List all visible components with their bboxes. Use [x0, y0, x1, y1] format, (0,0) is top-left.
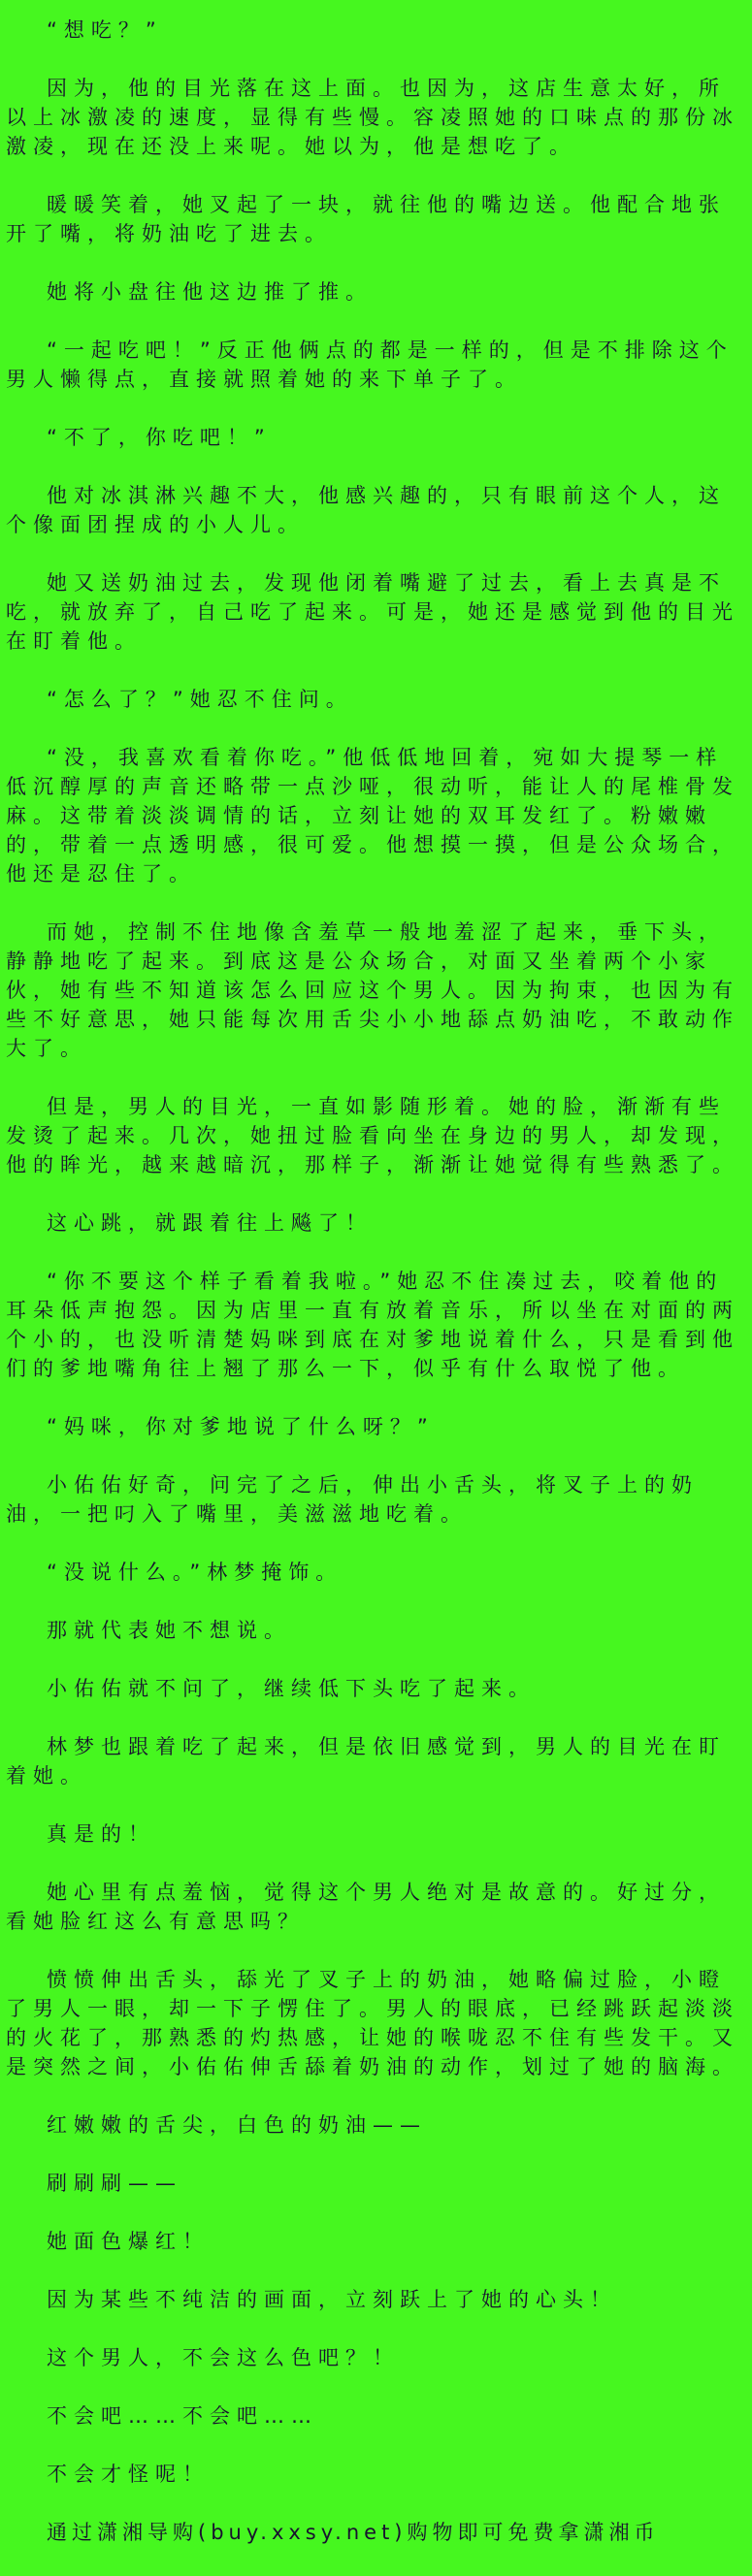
paragraph: “一起吃吧！”反正他俩点的都是一样的，但是不排除这个男人懒得点，直接就照着她的来下单子了。 — [6, 338, 734, 391]
paragraph: 这心跳，就跟着往上飚了！ — [47, 1211, 373, 1235]
paragraph: 愤愤伸出舌头，舔光了叉子上的奶油，她略偏过脸，小瞪了男人一眼，却一下子愣住了。男人的眼底，已经跳跃起淡淡的火花了，那熟悉的灼热感，让她的喉咙忍不住有些发干。又是突然之间，小佑佑伸舌舔着奶油的动作，划过了她的脑海。 — [6, 1968, 739, 2078]
paragraph: “不了，你吃吧！” — [47, 426, 272, 449]
paragraph: “你不要这个样子看着我啦。”她忍不住凑过去，咬着他的耳朵低声抱怨。因为店里一直有放着音乐，所以坐在对面的两个小的，也没听清楚妈咪到底在对爹地说着什么，只是看到他们的爹地嘴角往上翘了那么一下，似乎有什么取悦了他。 — [6, 1270, 739, 1380]
paragraph: 他对冰淇淋兴趣不大，他感兴趣的，只有眼前这个人，这个像面团捏成的小人儿。 — [6, 484, 726, 536]
paragraph: 但是，男人的目光，一直如影随形着。她的脸，渐渐有些发烫了起来。几次，她扭过脸看向坐在身边的男人，却发现，他的眸光，越来越暗沉，那样子，渐渐让她觉得有些熟悉了。 — [6, 1095, 739, 1176]
paragraph: “没说什么。”林梦掩饰。 — [47, 1561, 343, 1584]
paragraph: 而她，控制不住地像含羞草一般地羞涩了起来，垂下头，静静地吃了起来。到底这是公众场合，对面又坐着两个小家伙，她有些不知道该怎么回应这个男人。因为拘束，也因为有些不好意思，她只能每次用舌尖小小地舔点奶油吃，不敢动作大了。 — [6, 920, 739, 1060]
paragraph: 红嫩嫩的舌尖，白色的奶油—— — [47, 2113, 427, 2137]
paragraph: 刷刷刷—— — [47, 2172, 182, 2195]
paragraph: 因为某些不纯洁的画面，立刻跃上了她的心头！ — [47, 2288, 617, 2311]
paragraph: 不会才怪呢！ — [47, 2463, 210, 2486]
paragraph: 这个男人，不会这么色吧？！ — [47, 2346, 400, 2369]
paragraph: 那就代表她不想说。 — [47, 1619, 291, 1642]
paragraph: 真是的！ — [47, 1822, 155, 1846]
paragraph: 她面色爆红！ — [47, 2230, 210, 2253]
paragraph: “怎么了？”她忍不住问。 — [47, 688, 353, 711]
paragraph: 她心里有点羞恼，觉得这个男人绝对是故意的。好过分，看她脸红这么有意思吗？ — [6, 1881, 726, 1933]
paragraph: “想吃？” — [47, 18, 163, 42]
paragraph: 她将小盘往他这边推了推。 — [47, 280, 373, 304]
paragraph: 林梦也跟着吃了起来，但是依旧感觉到，男人的目光在盯着她。 — [6, 1735, 726, 1787]
paragraph: 她又送奶油过去，发现他闭着嘴避了过去，看上去真是不吃，就放弃了，自己吃了起来。可是，她还是感觉到他的目光在盯着他。 — [6, 571, 739, 653]
promo-footer-text: 通过潇湘导购(buy.xxsy.net)购物即可免费拿潇湘币 — [47, 2521, 660, 2544]
paragraph: 因为，他的目光落在这上面。也因为，这店生意太好，所以上冰激凌的速度，显得有些慢。容凌照她的口味点的那份冰激凌，现在还没上来呢。她以为，他是想吃了。 — [6, 77, 739, 158]
paragraph: “妈咪，你对爹地说了什么呀？” — [47, 1415, 435, 1438]
paragraph: “没，我喜欢看着你吃。”他低低地回着，宛如大提琴一样低沉醇厚的声音还略带一点沙哑，很动听，能让人的尾椎骨发麻。这带着淡淡调情的话，立刻让她的双耳发红了。粉嫩嫩的，带着一点透明感，很可爱。他想摸一摸，但是公众场合，他还是忍住了。 — [6, 746, 739, 886]
paragraph: 小佑佑好奇，问完了之后，伸出小舌头，将叉子上的奶油，一把叼入了嘴里，美滋滋地吃着。 — [6, 1473, 699, 1526]
paragraph: 暖暖笑着，她叉起了一块，就往他的嘴边送。他配合地张开了嘴，将奶油吃了进去。 — [6, 193, 726, 245]
paragraph: 小佑佑就不问了，继续低下头吃了起来。 — [47, 1677, 536, 1700]
paragraph: 不会吧……不会吧…… — [47, 2404, 318, 2428]
